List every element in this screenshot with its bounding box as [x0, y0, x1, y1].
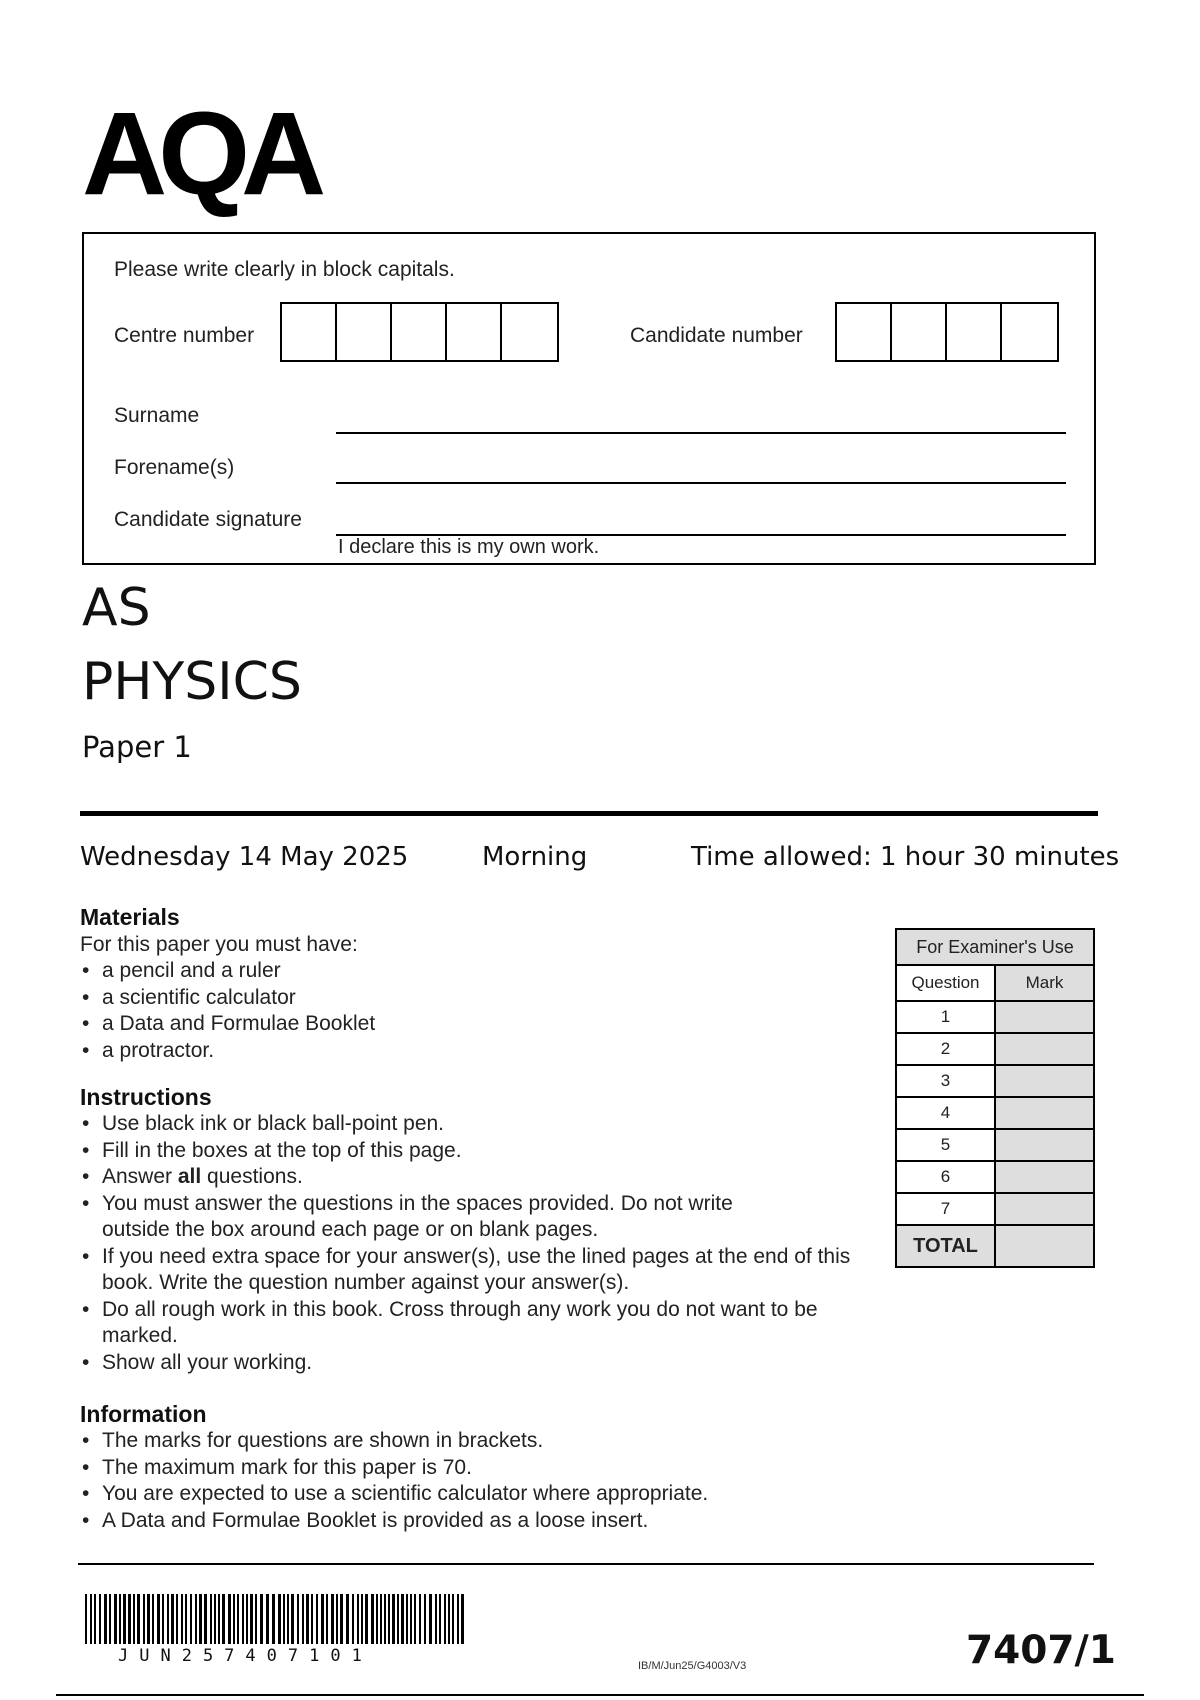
- information-section: [80, 1401, 870, 1534]
- barcode-bar: [99, 1594, 101, 1644]
- barcode-bar: [283, 1594, 285, 1644]
- barcode-bar: [104, 1594, 107, 1644]
- materials-heading: Materials: [80, 904, 180, 930]
- barcode-bar: [365, 1594, 368, 1644]
- barcode-bar: [439, 1594, 441, 1644]
- barcode-bar: [414, 1594, 416, 1644]
- barcode-bar: [340, 1594, 343, 1644]
- centre-digit-box[interactable]: [392, 304, 447, 360]
- header-divider: [80, 811, 1098, 816]
- barcode-bar: [237, 1594, 239, 1644]
- mark-cell[interactable]: [995, 1161, 1094, 1193]
- exam-date: Wednesday 14 May 2025: [80, 842, 409, 872]
- barcode-bar: [457, 1594, 459, 1644]
- barcode-bar: [331, 1594, 334, 1644]
- barcode-bar: [435, 1594, 437, 1644]
- barcode-bar: [424, 1594, 426, 1644]
- forenames-label: Forename(s): [114, 456, 235, 479]
- barcode-bar: [272, 1594, 275, 1644]
- barcode-bar: [90, 1594, 92, 1644]
- list-item: • The marks for questions are shown in brackets.: [80, 1428, 870, 1455]
- candidate-digit-box[interactable]: [837, 304, 892, 360]
- barcode-bar: [85, 1594, 87, 1644]
- mark-cell[interactable]: [995, 1065, 1094, 1097]
- barcode-bar: [302, 1594, 304, 1644]
- mark-cell[interactable]: [995, 1193, 1094, 1225]
- barcode-bar: [185, 1594, 187, 1644]
- footer-divider: [78, 1563, 1094, 1565]
- examiner-use-table: [895, 928, 1095, 1268]
- mark-cell[interactable]: [995, 1001, 1094, 1033]
- forenames-field[interactable]: [336, 482, 1066, 484]
- time-allowed: Time allowed: 1 hour 30 minutes: [691, 842, 1120, 872]
- barcode-bar: [260, 1594, 263, 1644]
- barcode-bar: [190, 1594, 192, 1644]
- barcode-bar: [392, 1594, 395, 1644]
- question-number: 6: [896, 1161, 995, 1193]
- barcode-bar: [306, 1594, 309, 1644]
- barcode-bar: [176, 1594, 178, 1644]
- barcode-bar: [461, 1594, 464, 1644]
- instructions-heading: Instructions: [80, 1084, 212, 1110]
- barcode-bar: [376, 1594, 378, 1644]
- barcode-bar: [109, 1594, 111, 1644]
- barcode-bar: [352, 1594, 354, 1644]
- barcode-bar: [388, 1594, 390, 1644]
- barcode-bar: [181, 1594, 183, 1644]
- centre-digit-box[interactable]: [282, 304, 337, 360]
- barcode-bar: [199, 1594, 202, 1644]
- barcode-bar: [444, 1594, 446, 1644]
- mark-cell[interactable]: [995, 1033, 1094, 1065]
- barcode-bar: [346, 1594, 349, 1644]
- information-heading: Information: [80, 1401, 207, 1427]
- barcode-bar: [204, 1594, 207, 1644]
- barcode-bar: [297, 1594, 299, 1644]
- barcode-bar: [137, 1594, 140, 1644]
- barcode-bar: [380, 1594, 382, 1644]
- barcode-bar: [233, 1594, 235, 1644]
- barcode-bar: [321, 1594, 324, 1644]
- level-title: AS: [82, 578, 151, 638]
- list-item: • A Data and Formulae Booklet is provided as a loose insert.: [80, 1508, 870, 1535]
- barcode-bar: [157, 1594, 160, 1644]
- barcode-bar: [133, 1594, 135, 1644]
- list-item: • The maximum mark for this paper is 70.: [80, 1455, 870, 1482]
- barcode-bar: [246, 1594, 248, 1644]
- mark-column-header: Mark: [995, 965, 1094, 1001]
- list-item: • Fill in the boxes at the top of this page.: [80, 1138, 870, 1165]
- barcode-bar: [419, 1594, 421, 1644]
- barcode-bar: [162, 1594, 164, 1644]
- list-item: • Show all your working.: [80, 1350, 870, 1377]
- barcode-bar: [361, 1594, 363, 1644]
- barcode-bar: [114, 1594, 117, 1644]
- list-item: • You are expected to use a scientific calculator where appropriate.: [80, 1481, 870, 1508]
- candidate-digit-box[interactable]: [892, 304, 947, 360]
- barcode-bar: [316, 1594, 318, 1644]
- surname-label: Surname: [114, 404, 200, 427]
- candidate-number-label: Candidate number: [630, 324, 803, 347]
- total-mark-cell[interactable]: [995, 1225, 1094, 1267]
- centre-digit-box[interactable]: [337, 304, 392, 360]
- candidate-number-boxes[interactable]: [835, 302, 1059, 362]
- barcode-bar: [128, 1594, 131, 1644]
- question-number: 5: [896, 1129, 995, 1161]
- question-number: 2: [896, 1033, 995, 1065]
- list-item: • If you need extra space for your answer(s), use the lined pages at the end of this book. Write the question number against your answer(s).: [80, 1244, 872, 1297]
- centre-digit-box[interactable]: [447, 304, 502, 360]
- barcode-bar: [384, 1594, 386, 1644]
- barcode-bar: [401, 1594, 404, 1644]
- candidate-details-box: [82, 232, 1096, 565]
- barcode-bar: [171, 1594, 174, 1644]
- mark-cell[interactable]: [995, 1129, 1094, 1161]
- signature-label: Candidate signature: [114, 508, 302, 531]
- barcode-bar: [250, 1594, 253, 1644]
- materials-section: [80, 904, 840, 1064]
- barcode-bar: [278, 1594, 281, 1644]
- barcode-bar: [448, 1594, 450, 1644]
- barcode-bar: [291, 1594, 294, 1644]
- candidate-digit-box[interactable]: [947, 304, 1002, 360]
- question-number: 3: [896, 1065, 995, 1097]
- barcode-bar: [410, 1594, 412, 1644]
- exam-session: Morning: [482, 842, 588, 872]
- barcode-bar: [406, 1594, 408, 1644]
- list-item: • You must answer the questions in the spaces provided. Do not write outside the box around each page or on blank pages.: [80, 1191, 792, 1244]
- candidate-digit-box[interactable]: [1002, 304, 1057, 360]
- barcode-bar: [452, 1594, 454, 1644]
- materials-intro: For this paper you must have:: [80, 933, 358, 956]
- barcode-bar: [357, 1594, 359, 1644]
- examiner-table-title: For Examiner's Use: [896, 929, 1094, 965]
- centre-digit-box[interactable]: [502, 304, 557, 360]
- barcode-bar: [195, 1594, 197, 1644]
- barcode-bar: [336, 1594, 338, 1644]
- aqa-logo: AQA: [82, 88, 318, 220]
- barcode-bar: [123, 1594, 126, 1644]
- barcode-bar: [287, 1594, 289, 1644]
- subject-title: PHYSICS: [82, 652, 302, 712]
- declaration-text: I declare this is my own work.: [338, 536, 600, 558]
- list-item: • a protractor.: [80, 1038, 840, 1065]
- barcode-bar: [429, 1594, 432, 1644]
- question-number: 1: [896, 1001, 995, 1033]
- question-number: 4: [896, 1097, 995, 1129]
- barcode-bar: [311, 1594, 313, 1644]
- centre-number-label: Centre number: [114, 324, 255, 347]
- barcode-bar: [242, 1594, 244, 1644]
- barcode-bar: [214, 1594, 216, 1644]
- barcode-bar: [266, 1594, 269, 1644]
- surname-field[interactable]: [336, 432, 1066, 434]
- instructions-section: [80, 1084, 870, 1376]
- page-bottom-line: [56, 1694, 1144, 1696]
- barcode-bar: [222, 1594, 225, 1644]
- mark-cell[interactable]: [995, 1097, 1094, 1129]
- barcode-bar: [119, 1594, 121, 1644]
- block-capitals-instruction: Please write clearly in block capitals.: [114, 258, 455, 281]
- list-item: • Answer all questions.: [80, 1164, 870, 1191]
- barcode-bar: [152, 1594, 154, 1644]
- barcode-bar: [218, 1594, 220, 1644]
- barcode-bar: [94, 1594, 96, 1644]
- centre-number-boxes[interactable]: [280, 302, 559, 362]
- barcode-bar: [143, 1594, 145, 1644]
- barcode-bar: [255, 1594, 257, 1644]
- question-column-header: Question: [896, 965, 995, 1001]
- total-label: TOTAL: [896, 1225, 995, 1267]
- barcode-bar: [228, 1594, 231, 1644]
- list-item: • a scientific calculator: [80, 985, 840, 1012]
- list-item: • Do all rough work in this book. Cross through any work you do not want to be marked.: [80, 1297, 832, 1350]
- barcode-bar: [147, 1594, 150, 1644]
- list-item: • a Data and Formulae Booklet: [80, 1011, 840, 1038]
- barcode-bar: [371, 1594, 374, 1644]
- list-item: • a pencil and a ruler: [80, 958, 840, 985]
- barcode-bar: [167, 1594, 169, 1644]
- paper-reference: IB/M/Jun25/G4003/V3: [638, 1660, 747, 1672]
- barcode-text: JUN257407101: [118, 1646, 373, 1666]
- barcode: [85, 1594, 470, 1644]
- paper-title: Paper 1: [82, 730, 192, 764]
- question-number: 7: [896, 1193, 995, 1225]
- list-item: • Use black ink or black ball-point pen.: [80, 1111, 870, 1138]
- barcode-bar: [397, 1594, 399, 1644]
- barcode-bar: [210, 1594, 212, 1644]
- paper-code: 7407/1: [966, 1628, 1116, 1673]
- barcode-bar: [326, 1594, 328, 1644]
